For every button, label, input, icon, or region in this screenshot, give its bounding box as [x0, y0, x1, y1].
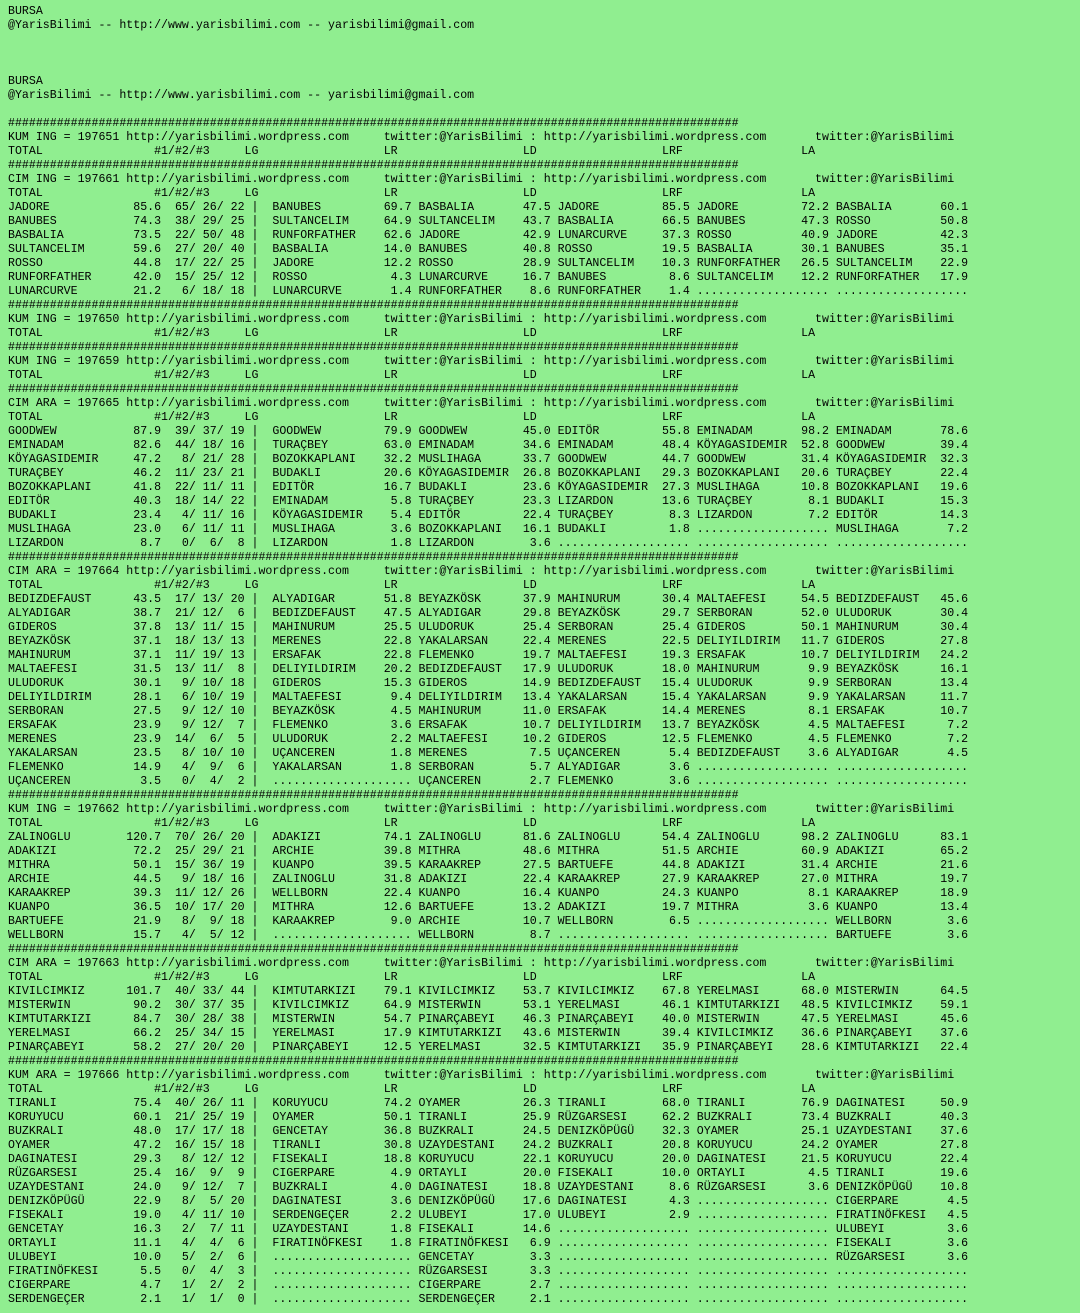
text-line: YAKALARSAN 23.5 8/ 10/ 10 | UÇANCEREN 1.8 MERENES 7.5 UÇANCEREN 5.4 BEDIZDEFAUST 3.6 ALYADIGAR 4.5 — [8, 747, 969, 760]
text-line: TOTAL #1/#2/#3 LG LR LD LRF LA — [8, 971, 816, 984]
text-line: KARAAKREP 39.3 11/ 12/ 26 | WELLBORN 22.4 KUANPO 16.4 KUANPO 24.3 KUANPO 8.1 KARAAKREP 18.9 — [8, 887, 969, 900]
text-line: TIRANLI 75.4 40/ 26/ 11 | KORUYUCU 74.2 OYAMER 26.3 TIRANLI 68.0 TIRANLI 76.9 DAGINATESI 50.9 — [8, 1097, 969, 1110]
text-line: JADORE 85.6 65/ 26/ 22 | BANUBES 69.7 BASBALIA 47.5 JADORE 85.5 JADORE 72.2 BASBALIA 60.1 — [8, 201, 969, 214]
text-line: KORUYUCU 60.1 21/ 25/ 19 | OYAMER 50.1 TIRANLI 25.9 RÜZGARSESI 62.2 BUZKRALI 73.4 BUZKRALI 40.3 — [8, 1111, 969, 1124]
text-line: BASBALIA 73.5 22/ 50/ 48 | RUNFORFATHER 62.6 JADORE 42.9 LUNARCURVE 37.3 ROSSO 40.9 JADORE 42.3 — [8, 229, 969, 242]
text-line: TURAÇBEY 46.2 11/ 23/ 21 | BUDAKLI 20.6 KÖYAGASIDEMIR 26.8 BOZOKKAPLANI 29.3 BOZOKKAPLANI 20.6 TURAÇBEY 22.4 — [8, 467, 969, 480]
text-line: ALYADIGAR 38.7 21/ 12/ 6 | BEDIZDEFAUST 47.5 ALYADIGAR 29.8 BEYAZKÖSK 29.7 SERBORAN 52.0 ULUDORUK 30.4 — [8, 607, 969, 620]
text-line: ULUBEYI 10.0 5/ 2/ 6 | .................... GENCETAY 3.3 ................... ................... RÜZGARSESI 3.6 — [8, 1251, 969, 1264]
text-line: ZALINOGLU 120.7 70/ 26/ 20 | ADAKIZI 74.1 ZALINOGLU 81.6 ZALINOGLU 54.4 ZALINOGLU 98.2 ZALINOGLU 83.1 — [8, 831, 969, 844]
text-line: UÇANCEREN 3.5 0/ 4/ 2 | .................... UÇANCEREN 2.7 FLEMENKO 3.6 ................... ................... — [8, 775, 969, 788]
text-line: MUSLIHAGA 23.0 6/ 11/ 11 | MUSLIHAGA 3.6 BOZOKKAPLANI 16.1 BUDAKLI 1.8 ................... MUSLIHAGA 7.2 — [8, 523, 969, 536]
text-line: LUNARCURVE 21.2 6/ 18/ 18 | LUNARCURVE 1.4 RUNFORFATHER 8.6 RUNFORFATHER 1.4 ................... ................... — [8, 285, 969, 298]
text-line: LIZARDON 8.7 0/ 6/ 8 | LIZARDON 1.8 LIZARDON 3.6 ................... ................... ................... — [8, 537, 969, 550]
text-line: BEYAZKÖSK 37.1 18/ 13/ 13 | MERENES 22.8 YAKALARSAN 22.4 MERENES 22.5 DELIYILDIRIM 11.7 GIDEROS 27.8 — [8, 635, 969, 648]
text-line: GENCETAY 16.3 2/ 7/ 11 | UZAYDESTANI 1.8 FISEKALI 14.6 ................... ................... ULUBEYI 3.6 — [8, 1223, 969, 1236]
text-line: ######################################################################################################### — [8, 117, 739, 130]
text-line: FLEMENKO 14.9 4/ 9/ 6 | YAKALARSAN 1.8 SERBORAN 5.7 ALYADIGAR 3.6 ................... ................... — [8, 761, 969, 774]
text-line: ROSSO 44.8 17/ 22/ 25 | JADORE 12.2 ROSSO 28.9 SULTANCELIM 10.3 RUNFORFATHER 26.5 SULTANCELIM 22.9 — [8, 257, 969, 270]
text-line: CIM ARA = 197665 http://yarisbilimi.wordpress.com twitter:@YarisBilimi : http://yarisbilimi.wordpress.com twitter:@YarisBilimi — [8, 397, 955, 410]
text-line: EMINADAM 82.6 44/ 18/ 16 | TURAÇBEY 63.0 EMINADAM 34.6 EMINADAM 48.4 KÖYAGASIDEMIR 52.8 GOODWEW 39.4 — [8, 439, 969, 452]
text-line: BANUBES 74.3 38/ 29/ 25 | SULTANCELIM 64.9 SULTANCELIM 43.7 BASBALIA 66.5 BANUBES 47.3 ROSSO 50.8 — [8, 215, 969, 228]
text-line: KUM ING = 197662 http://yarisbilimi.wordpress.com twitter:@YarisBilimi : http://yarisbilimi.wordpress.com twitter:@YarisBilimi — [8, 803, 955, 816]
text-line: BOZOKKAPLANI 41.8 22/ 11/ 11 | EDITÖR 16.7 BUDAKLI 23.6 KÖYAGASIDEMIR 27.3 MUSLIHAGA 10.8 BOZOKKAPLANI 19.6 — [8, 481, 969, 494]
text-line: GIDEROS 37.8 13/ 11/ 15 | MAHINURUM 25.5 ULUDORUK 25.4 SERBORAN 25.4 GIDEROS 50.1 MAHINURUM 30.4 — [8, 621, 969, 634]
text-line: KIMTUTARKIZI 84.7 30/ 28/ 38 | MISTERWIN 54.7 PINARÇABEYI 46.3 PINARÇABEYI 40.0 MISTERWIN 47.5 YERELMASI 45.6 — [8, 1013, 969, 1026]
text-line: EDITÖR 40.3 18/ 14/ 22 | EMINADAM 5.8 TURAÇBEY 23.3 LIZARDON 13.6 TURAÇBEY 8.1 BUDAKLI 15.3 — [8, 495, 969, 508]
text-line: BUZKRALI 48.0 17/ 17/ 18 | GENCETAY 36.8 BUZKRALI 24.5 DENIZKÖPÜGÜ 32.3 OYAMER 25.1 UZAYDESTANI 37.6 — [8, 1125, 969, 1138]
text-line: BURSA — [8, 75, 43, 88]
text-line: TOTAL #1/#2/#3 LG LR LD LRF LA — [8, 369, 816, 382]
text-line: TOTAL #1/#2/#3 LG LR LD LRF LA — [8, 579, 816, 592]
text-line: DELIYILDIRIM 28.1 6/ 10/ 19 | MALTAEFESI 9.4 DELIYILDIRIM 13.4 YAKALARSAN 15.4 YAKALARSAN 9.9 YAKALARSAN 11.7 — [8, 691, 969, 704]
text-line: KUM ING = 197651 http://yarisbilimi.wordpress.com twitter:@YarisBilimi : http://yarisbilimi.wordpress.com twitter:@YarisBilimi — [8, 131, 955, 144]
text-line: ######################################################################################################### — [8, 341, 739, 354]
text-line: MAHINURUM 37.1 11/ 19/ 13 | ERSAFAK 22.8 FLEMENKO 19.7 MALTAEFESI 19.3 ERSAFAK 10.7 DELIYILDIRIM 24.2 — [8, 649, 969, 662]
text-line: YERELMASI 66.2 25/ 34/ 15 | YERELMASI 17.9 KIMTUTARKIZI 43.6 MISTERWIN 39.4 KIVILCIMKIZ 36.6 PINARÇABEYI 37.6 — [8, 1027, 969, 1040]
text-line: ######################################################################################################### — [8, 943, 739, 956]
text-line: ######################################################################################################### — [8, 789, 739, 802]
text-line — [8, 33, 1080, 47]
text-line: KUANPO 36.5 10/ 17/ 20 | MITHRA 12.6 BARTUEFE 13.2 ADAKIZI 19.7 MITHRA 3.6 KUANPO 13.4 — [8, 901, 969, 914]
text-line: FIRATINÖFKESI 5.5 0/ 4/ 3 | .................... RÜZGARSESI 3.3 ................... ................... ................... — [8, 1265, 969, 1278]
text-line: ERSAFAK 23.9 9/ 12/ 7 | FLEMENKO 3.6 ERSAFAK 10.7 DELIYILDIRIM 13.7 BEYAZKÖSK 4.5 MALTAEFESI 7.2 — [8, 719, 969, 732]
text-line: KUM ARA = 197666 http://yarisbilimi.wordpress.com twitter:@YarisBilimi : http://yarisbilimi.wordpress.com twitter:@YarisBilimi — [8, 1069, 955, 1082]
text-line — [8, 103, 1080, 117]
text-line: TOTAL #1/#2/#3 LG LR LD LRF LA — [8, 817, 816, 830]
text-line: @YarisBilimi -- http://www.yarisbilimi.com -- yarisbilimi@gmail.com — [8, 89, 475, 102]
text-line: FISEKALI 19.0 4/ 11/ 10 | SERDENGEÇER 2.2 ULUBEYI 17.0 ULUBEYI 2.9 ................... FIRATINÖFKESI 4.5 — [8, 1209, 969, 1222]
text-line: TOTAL #1/#2/#3 LG LR LD LRF LA — [8, 187, 816, 200]
text-line: SERBORAN 27.5 9/ 12/ 10 | BEYAZKÖSK 4.5 MAHINURUM 11.0 ERSAFAK 14.4 MERENES 8.1 ERSAFAK 10.7 — [8, 705, 969, 718]
text-line: CIM ARA = 197664 http://yarisbilimi.wordpress.com twitter:@YarisBilimi : http://yarisbilimi.wordpress.com twitter:@YarisBilimi — [8, 565, 955, 578]
text-line: BEDIZDEFAUST 43.5 17/ 13/ 20 | ALYADIGAR 51.8 BEYAZKÖSK 37.9 MAHINURUM 30.4 MALTAEFESI 54.5 BEDIZDEFAUST 45.6 — [8, 593, 969, 606]
text-line: TOTAL #1/#2/#3 LG LR LD LRF LA — [8, 411, 816, 424]
text-line: RÜZGARSESI 25.4 16/ 9/ 9 | CIGERPARE 4.9 ORTAYLI 20.0 FISEKALI 10.0 ORTAYLI 4.5 TIRANLI 19.6 — [8, 1167, 969, 1180]
text-line: GOODWEW 87.9 39/ 37/ 19 | GOODWEW 79.9 GOODWEW 45.0 EDITÖR 55.8 EMINADAM 98.2 EMINADAM 78.6 — [8, 425, 969, 438]
text-line: ADAKIZI 72.2 25/ 29/ 21 | ARCHIE 39.8 MITHRA 48.6 MITHRA 51.5 ARCHIE 60.9 ADAKIZI 65.2 — [8, 845, 969, 858]
text-line: ######################################################################################################### — [8, 159, 739, 172]
text-line: ULUDORUK 30.1 9/ 10/ 18 | GIDEROS 15.3 GIDEROS 14.9 BEDIZDEFAUST 15.4 ULUDORUK 9.9 SERBORAN 13.4 — [8, 677, 969, 690]
text-line: SERDENGEÇER 2.1 1/ 1/ 0 | .................... SERDENGEÇER 2.1 ................... ................... ................... — [8, 1293, 969, 1306]
text-line: BARTUEFE 21.9 8/ 9/ 18 | KARAAKREP 9.0 ARCHIE 10.7 WELLBORN 6.5 ................... WELLBORN 3.6 — [8, 915, 969, 928]
text-line: KUM ING = 197659 http://yarisbilimi.wordpress.com twitter:@YarisBilimi : http://yarisbilimi.wordpress.com twitter:@YarisBilimi — [8, 355, 955, 368]
text-line: DENIZKÖPÜGÜ 22.9 8/ 5/ 20 | DAGINATESI 3.6 DENIZKÖPÜGÜ 17.6 DAGINATESI 4.3 ................... CIGERPARE 4.5 — [8, 1195, 969, 1208]
text-line: WELLBORN 15.7 4/ 5/ 12 | .................... WELLBORN 8.7 ................... ................... BARTUEFE 3.6 — [8, 929, 969, 942]
text-line: BUDAKLI 23.4 4/ 11/ 16 | KÖYAGASIDEMIR 5.4 EDITÖR 22.4 TURAÇBEY 8.3 LIZARDON 7.2 EDITÖR 14.3 — [8, 509, 969, 522]
text-line: CIM ARA = 197663 http://yarisbilimi.wordpress.com twitter:@YarisBilimi : http://yarisbilimi.wordpress.com twitter:@YarisBilimi — [8, 957, 955, 970]
text-line: BURSA — [8, 5, 43, 18]
text-line — [8, 47, 1080, 61]
text-line: PINARÇABEYI 58.2 27/ 20/ 20 | PINARÇABEYI 12.5 YERELMASI 32.5 KIMTUTARKIZI 35.9 PINARÇABEYI 28.6 KIMTUTARKIZI 22.4 — [8, 1041, 969, 1054]
text-line: ######################################################################################################### — [8, 299, 739, 312]
text-line: KÖYAGASIDEMIR 47.2 8/ 21/ 28 | BOZOKKAPLANI 32.2 MUSLIHAGA 33.7 GOODWEW 44.7 GOODWEW 31.4 KÖYAGASIDEMIR 32.3 — [8, 453, 969, 466]
text-line: UZAYDESTANI 24.0 9/ 12/ 7 | BUZKRALI 4.0 DAGINATESI 18.8 UZAYDESTANI 8.6 RÜZGARSESI 3.6 DENIZKÖPÜGÜ 10.8 — [8, 1181, 969, 1194]
text-line: TOTAL #1/#2/#3 LG LR LD LRF LA — [8, 1083, 816, 1096]
text-line: CIM ING = 197661 http://yarisbilimi.wordpress.com twitter:@YarisBilimi : http://yarisbilimi.wordpress.com twitter:@YarisBilimi — [8, 173, 955, 186]
text-line: ARCHIE 44.5 9/ 18/ 16 | ZALINOGLU 31.8 ADAKIZI 22.4 KARAAKREP 27.9 KARAAKREP 27.0 MITHRA 19.7 — [8, 873, 969, 886]
text-line: MISTERWIN 90.2 30/ 37/ 35 | KIVILCIMKIZ 64.9 MISTERWIN 53.1 YERELMASI 46.1 KIMTUTARKIZI 48.5 KIVILCIMKIZ 59.1 — [8, 999, 969, 1012]
text-line: OYAMER 47.2 16/ 15/ 18 | TIRANLI 30.8 UZAYDESTANI 24.2 BUZKRALI 20.8 KORUYUCU 24.2 OYAMER 27.8 — [8, 1139, 969, 1152]
text-line: @YarisBilimi -- http://www.yarisbilimi.com -- yarisbilimi@gmail.com — [8, 19, 475, 32]
text-line: ######################################################################################################### — [8, 383, 739, 396]
text-line: KUM ING = 197650 http://yarisbilimi.wordpress.com twitter:@YarisBilimi : http://yarisbilimi.wordpress.com twitter:@YarisBilimi — [8, 313, 955, 326]
text-line: ######################################################################################################### — [8, 1055, 739, 1068]
text-line: ORTAYLI 11.1 4/ 4/ 6 | FIRATINÖFKESI 1.8 FIRATINÖFKESI 6.9 ................... ................... FISEKALI 3.6 — [8, 1237, 969, 1250]
text-line: SULTANCELIM 59.6 27/ 20/ 40 | BASBALIA 14.0 BANUBES 40.8 ROSSO 19.5 BASBALIA 30.1 BANUBES 35.1 — [8, 243, 969, 256]
text-line: MERENES 23.9 14/ 6/ 5 | ULUDORUK 2.2 MALTAEFESI 10.2 GIDEROS 12.5 FLEMENKO 4.5 FLEMENKO 7.2 — [8, 733, 969, 746]
text-line: ######################################################################################################### — [8, 551, 739, 564]
text-line: TOTAL #1/#2/#3 LG LR LD LRF LA — [8, 145, 816, 158]
text-line: RUNFORFATHER 42.0 15/ 25/ 12 | ROSSO 4.3 LUNARCURVE 16.7 BANUBES 8.6 SULTANCELIM 12.2 RUNFORFATHER 17.9 — [8, 271, 969, 284]
text-line: MALTAEFESI 31.5 13/ 11/ 8 | DELIYILDIRIM 20.2 BEDIZDEFAUST 17.9 ULUDORUK 18.0 MAHINURUM 9.9 BEYAZKÖSK 16.1 — [8, 663, 969, 676]
text-line: DAGINATESI 29.3 8/ 12/ 12 | FISEKALI 18.8 KORUYUCU 22.1 KORUYUCU 20.0 DAGINATESI 21.5 KORUYUCU 22.4 — [8, 1153, 969, 1166]
text-line: MITHRA 50.1 15/ 36/ 19 | KUANPO 39.5 KARAAKREP 27.5 BARTUEFE 44.8 ADAKIZI 31.4 ARCHIE 21.6 — [8, 859, 969, 872]
text-line — [8, 61, 1080, 75]
text-line: TOTAL #1/#2/#3 LG LR LD LRF LA — [8, 327, 816, 340]
text-line: KIVILCIMKIZ 101.7 40/ 33/ 44 | KIMTUTARKIZI 79.1 KIVILCIMKIZ 53.7 KIVILCIMKIZ 67.8 YERELMASI 68.0 MISTERWIN 64.5 — [8, 985, 969, 998]
text-line: CIGERPARE 4.7 1/ 2/ 2 | .................... CIGERPARE 2.7 ................... ................... ................... — [8, 1279, 969, 1292]
